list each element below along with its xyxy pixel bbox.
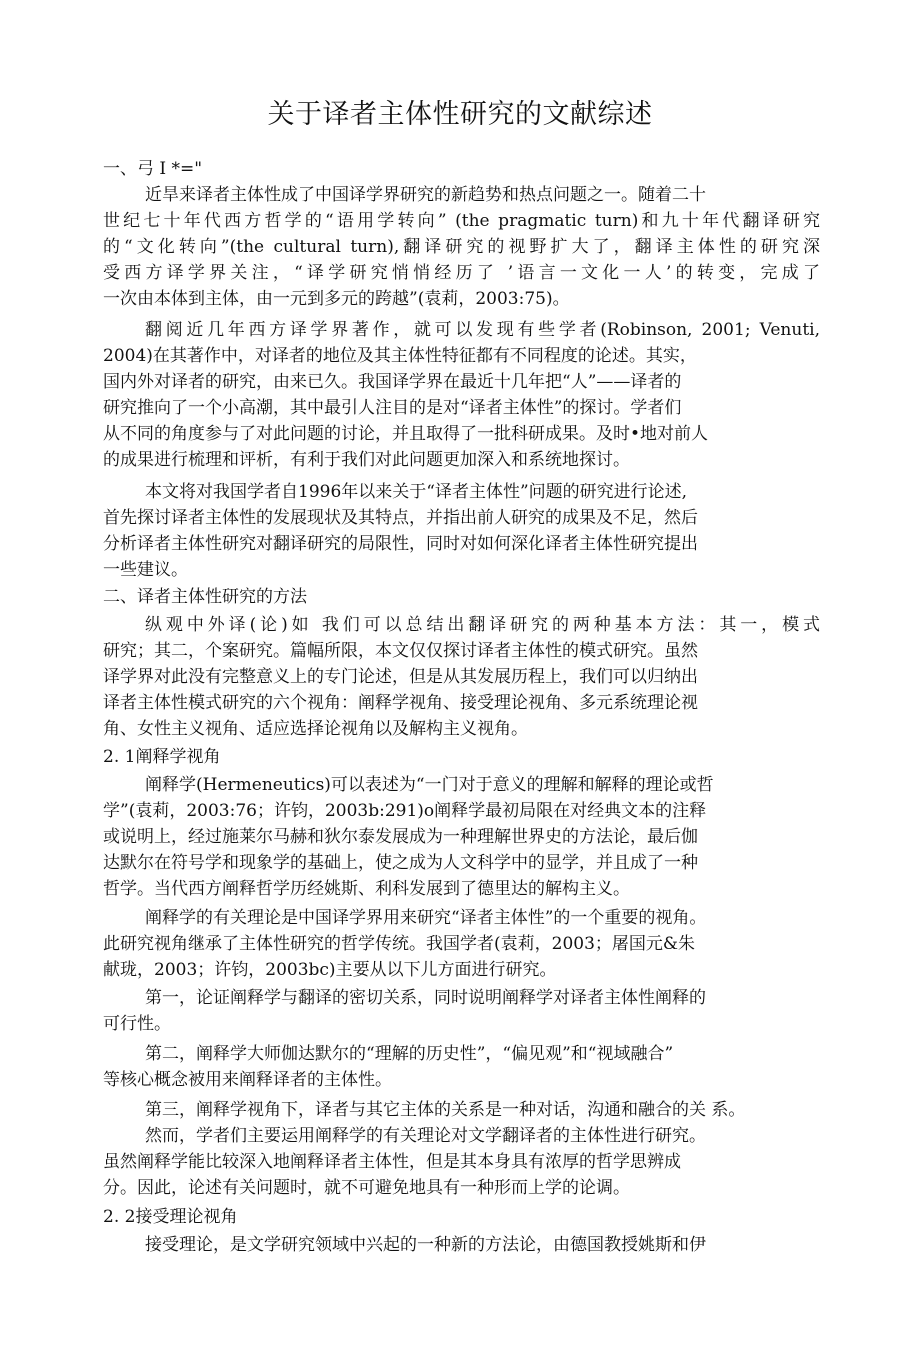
- text-line: 哲学。当代西方阐释哲学历经姚斯、利科发展到了德里达的解构主义。: [103, 879, 630, 899]
- text-line: 虽然阐释学能比较深入地阐释译者主体性，但是其本身具有浓厚的哲学思辨成: [103, 1152, 681, 1172]
- text-line: 可行性。: [103, 1014, 171, 1034]
- text-line: 的“文化转向”(the cultural turn),翻译研究的视野扩大了，翻译主体性的研究深: [103, 237, 820, 257]
- text-line: 学”(袁莉，2003:76；许钧，2003b:291)o阐释学最初局限在对经典文本的注释: [103, 801, 707, 821]
- text-line: 一些建议。: [103, 560, 188, 580]
- text-line: 第二，阐释学大师伽达默尔的“理解的历史性”，“偏见观”和“视域融合”: [145, 1044, 674, 1064]
- text-line: 第三，阐释学视角下，译者与其它主体的关系是一种对话，沟通和融合的关 系。: [145, 1100, 746, 1120]
- text-line: 的成果进行梳理和评析，有利于我们对此问题更加深入和系统地探讨。: [103, 450, 630, 470]
- text-line: 献珑，2003；许钧，2003bc)主要从以下儿方面进行研究。: [103, 960, 557, 980]
- text-line: 翻阅近几年西方译学界著作，就可以发现有些学者(Robinson, 2001; Venuti,: [145, 320, 820, 340]
- text-line: 2004)在其著作中，对译者的地位及其主体性特征都有不同程度的论述。其实，: [103, 346, 697, 366]
- subsection-heading: 2. 2接受理论视角: [103, 1207, 238, 1227]
- text-line: 阐释学(Hermeneutics)可以表述为“一门对于意义的理解和解释的理论或哲: [145, 775, 714, 795]
- text-line: 角、女性主义视角、适应选择论视角以及解构主义视角。: [103, 719, 528, 739]
- text-line: 世纪七十年代西方哲学的“语用学转向” (the pragmatic turn)和九十年代翻译研究: [103, 211, 820, 231]
- text-line: 一次由本体到主体，由一元到多元的跨越”(袁莉，2003:75)。: [103, 289, 570, 309]
- text-line: 此研究视角继承了主体性研究的哲学传统。我国学者(袁莉，2003；屠国元&朱: [103, 934, 696, 954]
- text-line: 研究；其二，个案研究。篇幅所限，本文仅仅探讨译者主体性的模式研究。虽然: [103, 641, 698, 661]
- section-heading: 二、译者主体性研究的方法: [103, 587, 307, 607]
- text-line: 从不同的角度参与了对此问题的讨论，并且取得了一批科研成果。及时•地对前人: [103, 424, 709, 444]
- text-line: 然而，学者们主要运用阐释学的有关理论对文学翻译者的主体性进行研究。: [145, 1126, 706, 1146]
- text-line: 国内外对译者的研究，由来已久。我国译学界在最近十几年把“人”——译者的: [103, 372, 682, 392]
- text-line: 研究推向了一个小高潮，其中最引人注目的是对“译者主体性”的探讨。学者们: [103, 398, 682, 418]
- text-line: 受西方译学界关注，“译学研究悄悄经历了 ’语言一文化一人’的转变，完成了: [103, 263, 820, 283]
- document-title: 关于译者主体性研究的文献综述: [267, 99, 653, 130]
- text-line: 接受理论，是文学研究领域中兴起的一种新的方法论，由德国教授姚斯和伊: [145, 1235, 706, 1255]
- text-line: 分。因此，论述有关问题时，就不可避免地具有一种形而上学的论调。: [103, 1178, 630, 1198]
- text-line: 等核心概念被用来阐释译者的主体性。: [103, 1070, 392, 1090]
- text-line: 第一，论证阐释学与翻译的密切关系，同时说明阐释学对译者主体性阐释的: [145, 988, 706, 1008]
- text-line: 阐释学的有关理论是中国译学界用来研究“译者主体性”的一个重要的视角。: [145, 908, 707, 928]
- text-line: 首先探讨译者主体性的发展现状及其特点，并指出前人研究的成果及不足，然后: [103, 508, 698, 528]
- text-line: 本文将对我国学者自1996年以来关于“译者主体性”问题的研究进行论述,: [145, 482, 688, 502]
- section-heading: 一、弓 I *=": [103, 159, 203, 179]
- text-line: 译学界对此没有完整意义上的专门论述，但是从其发展历程上，我们可以归纳出: [103, 667, 698, 687]
- text-line: 纵观中外译(论)如 我们可以总结出翻译研究的两种基本方法：其一，模式: [145, 615, 820, 635]
- text-line: 或说明上，经过施莱尔马赫和狄尔泰发展成为一种理解世界史的方法论，最后伽: [103, 827, 698, 847]
- text-line: 近旱来译者主体性成了中国译学界研究的新趋势和热点问题之一。随着二十: [145, 185, 706, 205]
- text-line: 达默尔在符号学和现象学的基础上，使之成为人文科学中的显学，并且成了一种: [103, 853, 698, 873]
- text-line: 分析译者主体性研究对翻译研究的局限性，同时对如何深化译者主体性研究提出: [103, 534, 698, 554]
- subsection-heading: 2. 1阐释学视角: [103, 747, 221, 767]
- text-line: 译者主体性模式研究的六个视角：阐释学视角、接受理论视角、多元系统理论视: [103, 693, 698, 713]
